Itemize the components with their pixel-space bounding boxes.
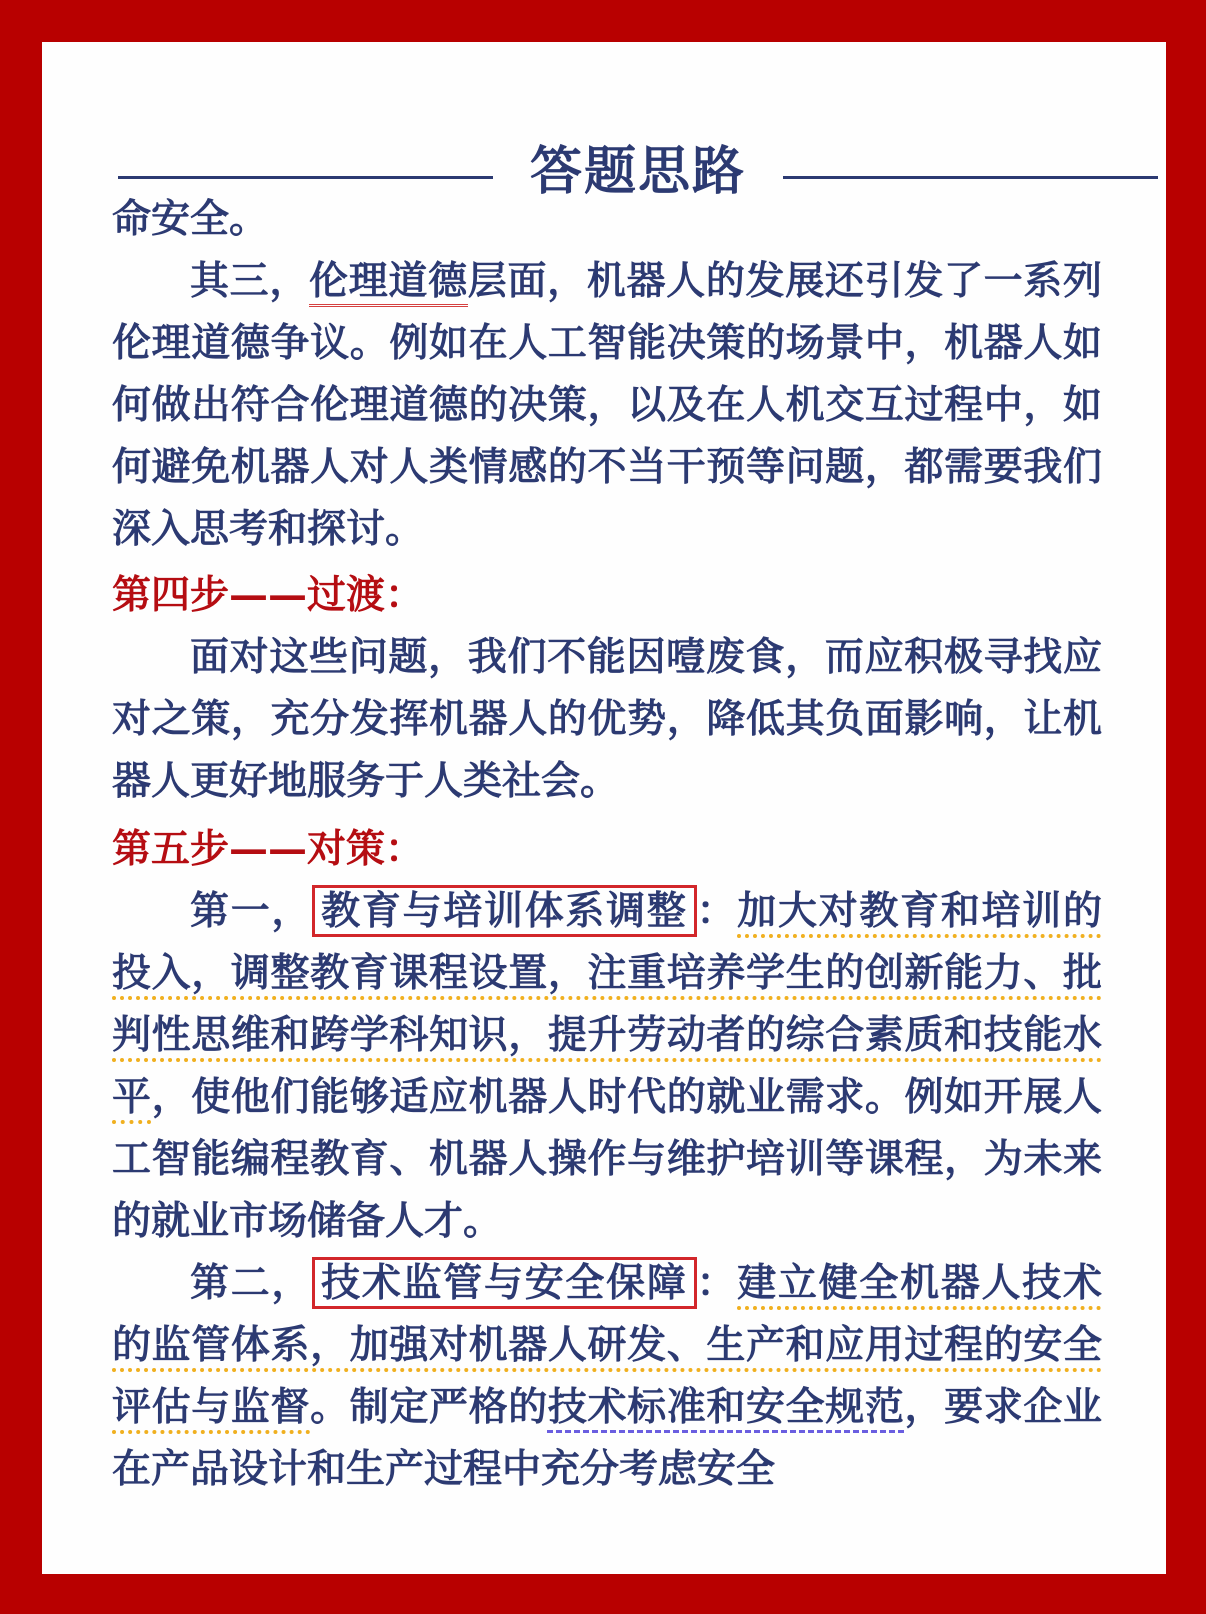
header-rule-left — [118, 176, 493, 179]
dashed-underline-text: 技术标准和安全规范 — [547, 1384, 905, 1430]
paragraph-lead: 第二， — [190, 1260, 313, 1306]
paragraph-text: 命安全。 — [112, 196, 269, 242]
highlight-ethics: 伦理道德 — [309, 258, 468, 307]
boxed-keyword-education: 教育与培训体系调整 — [312, 885, 696, 937]
colon: ： — [696, 1260, 738, 1306]
paragraph-continuation — [112, 188, 1102, 250]
dotted-underline-text: 加大对教育和培训的投入，调整教育课程设置，注重培养学生的创新能力、批判性思维和跨学科知识，提升劳动者的综合素质和技能水平 — [112, 888, 1102, 1120]
paragraph-text: ，使他们能够适应机器人时代的就业需求。例如开展人工智能编程教育、机器人操作与维护培训等课程，为未来的就业市场储备人才。 — [112, 1074, 1102, 1244]
boxed-keyword-regulation: 技术监管与安全保障 — [312, 1257, 696, 1309]
article-body — [112, 188, 1102, 1500]
paragraph-text: 。制定严格的 — [310, 1384, 548, 1430]
step5-heading: 第五步——对策： — [112, 826, 425, 872]
header-rule-right — [783, 176, 1158, 179]
step4-paragraph: 面对这些问题，我们不能因噎废食，而应积极寻找应对之策，充分发挥机器人的优势，降低其负面影响，让机器人更好地服务于人类社会。 — [112, 634, 1102, 804]
page-title: 答题思路 — [529, 141, 746, 202]
dotted-underline-text: 建立健全机器人技术的监管体系，加强对机器人研发、生产和应用过程的安全评估与监督 — [112, 1260, 1102, 1430]
step5-paragraph-second — [112, 1252, 1102, 1500]
paragraph-ethics — [112, 250, 1102, 560]
paragraph-lead: 第一， — [190, 888, 313, 934]
step4-heading: 第四步——过渡： — [112, 572, 425, 618]
paragraph-text: 层面，机器人的发展还引发了一系列伦理道德争议。例如在人工智能决策的场景中，机器人如何做出符合伦理道德的决策，以及在人机交互过程中，如何避免机器人对人类情感的不当干预等问题，都需要我们深入思考和探讨。 — [112, 258, 1102, 552]
colon: ： — [696, 888, 738, 934]
step5-paragraph-first — [112, 880, 1102, 1252]
paragraph-text: ，要求企业在产品设计和生产过程中充分考虑安全 — [112, 1384, 1102, 1492]
paragraph-lead: 其三， — [190, 258, 310, 304]
